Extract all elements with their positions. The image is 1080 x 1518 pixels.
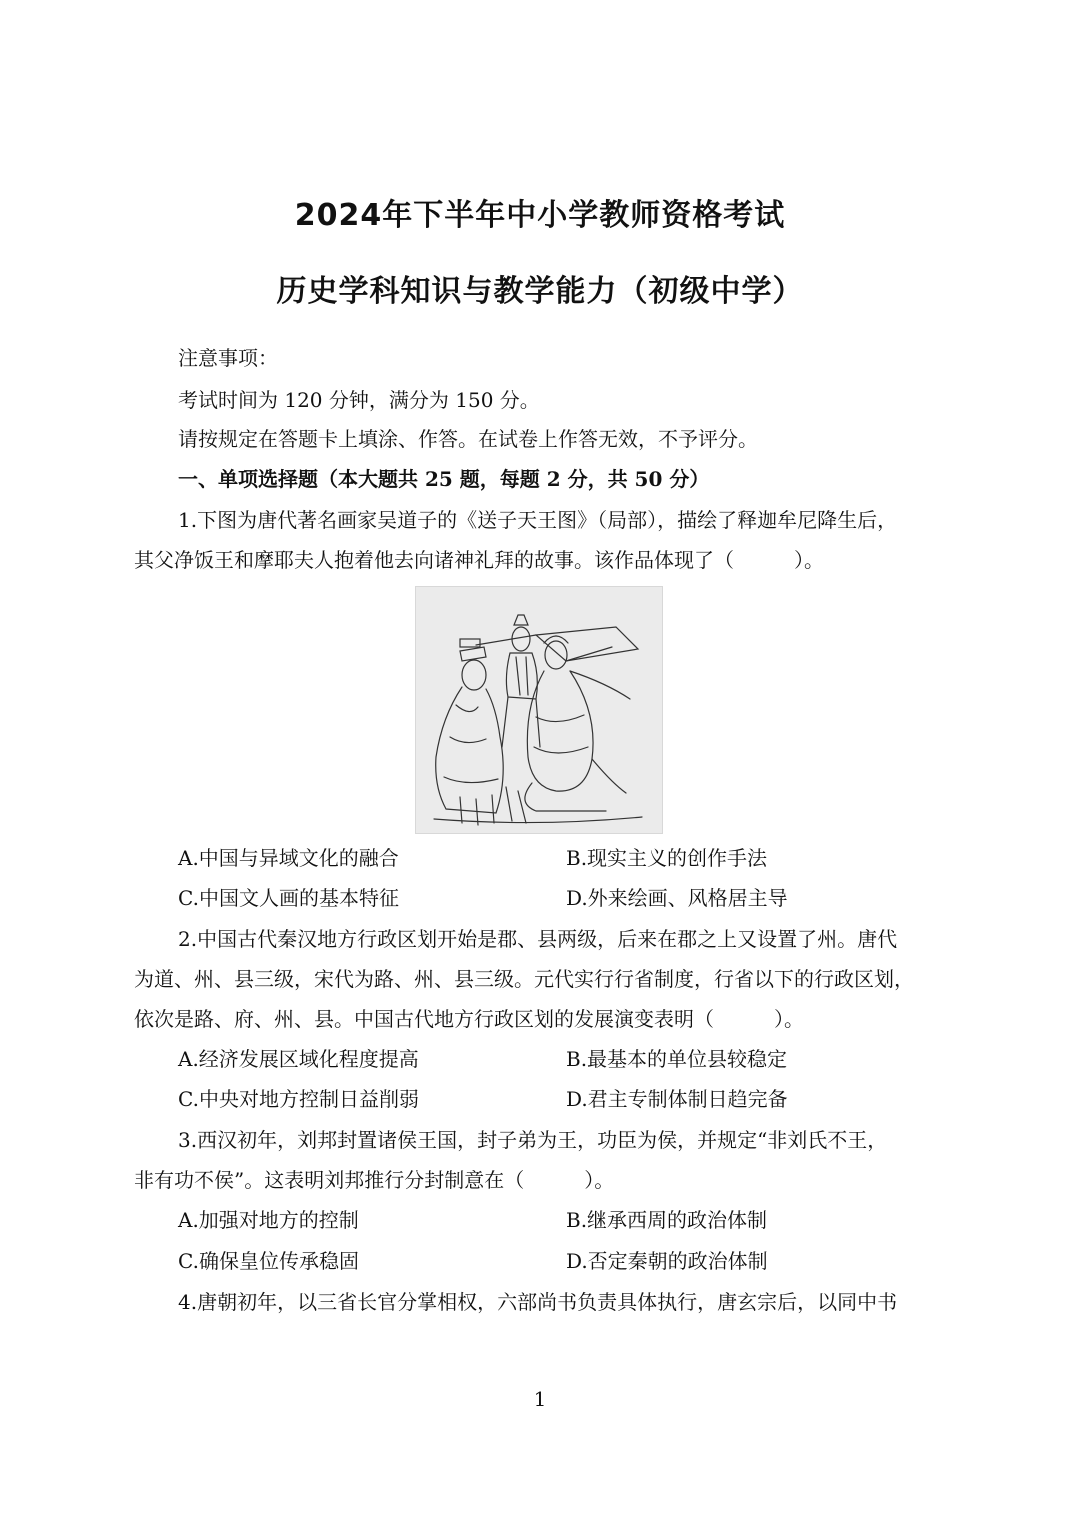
question-stem: 非有功不侯”。这表明刘邦推行分封制意在（ ）。 [134, 1168, 615, 1192]
option-d[interactable]: D.否定秦朝的政治体制 [566, 1249, 768, 1273]
exam-title: 2024年下半年中小学教师资格考试 [294, 198, 786, 233]
option-a[interactable]: A.经济发展区域化程度提高 [178, 1047, 419, 1071]
option-b[interactable]: B.最基本的单位县较稳定 [566, 1047, 788, 1071]
option-d[interactable]: D.君主专制体制日趋完备 [566, 1087, 788, 1111]
question-stem: 依次是路、府、州、县。中国古代地方行政区划的发展演变表明（ ）。 [134, 1007, 804, 1031]
section-heading: 一、单项选择题（本大题共 25 题，每题 2 分，共 50 分） [178, 467, 710, 491]
painting-illustration [415, 586, 663, 834]
option-a[interactable]: A.加强对地方的控制 [178, 1208, 359, 1232]
option-c[interactable]: C.中央对地方控制日益削弱 [178, 1087, 419, 1111]
notice-heading: 注意事项： [178, 346, 278, 370]
question-stem: 为道、州、县三级，宋代为路、州、县三级。元代实行行省制度，行省以下的行政区划， [134, 967, 914, 991]
question-stem: 1.下图为唐代著名画家吴道子的《送子天王图》（局部），描绘了释迦牟尼降生后， [178, 508, 898, 532]
notice-line: 考试时间为 120 分钟，满分为 150 分。 [178, 388, 540, 412]
question-stem: 2.中国古代秦汉地方行政区划开始是郡、县两级，后来在郡之上又设置了州。唐代 [178, 927, 898, 951]
option-c[interactable]: C.中国文人画的基本特征 [178, 886, 399, 910]
question-stem: 3.西汉初年，刘邦封置诸侯王国，封子弟为王，功臣为侯，并规定“非刘氏不王， [178, 1128, 888, 1152]
option-b[interactable]: B.继承西周的政治体制 [566, 1208, 768, 1232]
notice-line: 请按规定在答题卡上填涂、作答。在试卷上作答无效，不予评分。 [178, 427, 758, 451]
option-d[interactable]: D.外来绘画、风格居主导 [566, 886, 788, 910]
option-b[interactable]: B.现实主义的创作手法 [566, 846, 768, 870]
exam-subtitle: 历史学科知识与教学能力（初级中学） [276, 274, 804, 309]
figure-sketch [416, 587, 662, 833]
question-stem: 其父净饭王和摩耶夫人抱着他去向诸神礼拜的故事。该作品体现了（ ）。 [134, 548, 824, 572]
option-c[interactable]: C.确保皇位传承稳固 [178, 1249, 359, 1273]
page-number: 1 [533, 1387, 547, 1411]
option-a[interactable]: A.中国与异域文化的融合 [178, 846, 399, 870]
question-stem: 4.唐朝初年，以三省长官分掌相权，六部尚书负责具体执行，唐玄宗后，以同中书 [178, 1290, 898, 1314]
